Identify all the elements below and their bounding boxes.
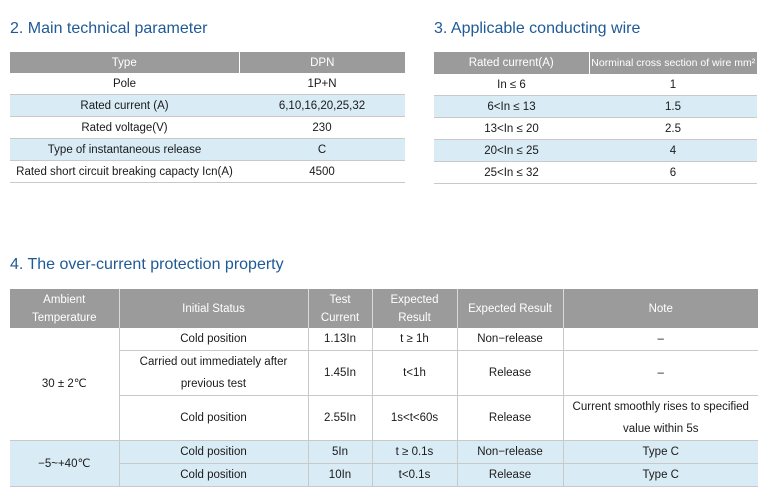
column-header-dpn: DPN bbox=[239, 52, 405, 73]
cell-text: previous test bbox=[180, 378, 247, 390]
table-cell: 6 bbox=[589, 162, 757, 184]
column-header-type: Type bbox=[10, 52, 239, 73]
table-cell: 6,10,16,20,25,32 bbox=[239, 95, 405, 117]
table-cell: 1.5 bbox=[589, 96, 757, 118]
table-row bbox=[434, 74, 757, 96]
table-cell: – bbox=[563, 351, 758, 396]
table-cell: 25<In ≤ 32 bbox=[434, 162, 589, 184]
table-cell: 2.55In bbox=[308, 396, 372, 441]
table-cell: Type C bbox=[563, 464, 758, 487]
table-row bbox=[10, 351, 758, 396]
table-cell: Non−release bbox=[457, 328, 563, 351]
column-header-note: Note bbox=[563, 289, 758, 328]
table-cell bbox=[119, 351, 308, 396]
table-row bbox=[10, 396, 758, 441]
table-cell: Release bbox=[457, 396, 563, 441]
table-cell: 2.5 bbox=[589, 118, 757, 140]
table-cell: Type of instantaneous release bbox=[10, 139, 239, 161]
table-cell: Cold position bbox=[119, 396, 308, 441]
header-text: Ambient bbox=[43, 293, 86, 306]
table-cell: 1.13In bbox=[308, 328, 372, 351]
table-cell: Pole bbox=[10, 73, 239, 95]
cell-text: Carried out immediately after bbox=[139, 356, 288, 368]
wire-title: 3. Applicable conducting wire bbox=[434, 20, 641, 37]
table-cell: 230 bbox=[239, 117, 405, 139]
wire-table bbox=[434, 52, 757, 184]
table-cell: C bbox=[239, 139, 405, 161]
table-header-row bbox=[10, 52, 405, 73]
table-cell: 1 bbox=[589, 74, 757, 96]
table-cell: – bbox=[563, 328, 758, 351]
table-cell: Release bbox=[457, 351, 563, 396]
table-row bbox=[10, 441, 758, 464]
table-cell: In ≤ 6 bbox=[434, 74, 589, 96]
table-cell: Release bbox=[457, 464, 563, 487]
table-header-row bbox=[434, 52, 757, 74]
table-row bbox=[434, 140, 757, 162]
table-cell: t<0.1s bbox=[372, 464, 457, 487]
main-param-table bbox=[10, 52, 405, 183]
table-row bbox=[10, 328, 758, 351]
table-cell: Rated current (A) bbox=[10, 95, 239, 117]
protection-title: 4. The over-current protection property bbox=[10, 256, 284, 273]
table-cell: 10In bbox=[308, 464, 372, 487]
table-cell: t<1h bbox=[372, 351, 457, 396]
main-param-title: 2. Main technical parameter bbox=[10, 20, 208, 37]
table-cell: 13<In ≤ 20 bbox=[434, 118, 589, 140]
temperature-cell: 30 ± 2℃ bbox=[10, 328, 119, 441]
table-cell bbox=[563, 396, 758, 441]
table-cell: 6<In ≤ 13 bbox=[434, 96, 589, 118]
table-cell: t ≥ 1h bbox=[372, 328, 457, 351]
table-row bbox=[434, 162, 757, 184]
table-cell: Cold position bbox=[119, 441, 308, 464]
column-header-rated-current: Rated current(A) bbox=[434, 52, 589, 74]
table-cell: 5In bbox=[308, 441, 372, 464]
protection-table bbox=[10, 289, 758, 487]
column-header-ambient-temperature bbox=[10, 289, 119, 328]
table-row bbox=[434, 96, 757, 118]
table-row bbox=[10, 139, 405, 161]
table-cell: Type C bbox=[563, 441, 758, 464]
table-row bbox=[10, 73, 405, 95]
cell-text: Current smoothly rises to specified bbox=[572, 401, 749, 413]
column-header-initial-status: Initial Status bbox=[119, 289, 308, 328]
header-text: Result bbox=[398, 311, 431, 324]
temperature-cell: −5~+40℃ bbox=[10, 441, 119, 487]
table-cell: 1P+N bbox=[239, 73, 405, 95]
table-cell: Cold position bbox=[119, 328, 308, 351]
table-row bbox=[10, 464, 758, 487]
table-row bbox=[434, 118, 757, 140]
table-cell: 1s<t<60s bbox=[372, 396, 457, 441]
table-row bbox=[10, 95, 405, 117]
cell-text: value within 5s bbox=[623, 423, 699, 435]
table-cell: Rated voltage(V) bbox=[10, 117, 239, 139]
header-text: Test bbox=[329, 293, 351, 306]
table-header-row bbox=[10, 289, 758, 328]
table-cell: Cold position bbox=[119, 464, 308, 487]
header-text: Temperature bbox=[31, 311, 97, 324]
table-row bbox=[10, 161, 405, 183]
column-header-expected bbox=[372, 289, 457, 328]
table-cell: 4500 bbox=[239, 161, 405, 183]
column-header-test-current bbox=[308, 289, 372, 328]
column-header-cross-section: Norminal cross section of wire mm² bbox=[589, 52, 757, 74]
table-cell: 4 bbox=[589, 140, 757, 162]
table-row bbox=[10, 117, 405, 139]
column-header-expected-result: Expected Result bbox=[457, 289, 563, 328]
table-cell: 20<In ≤ 25 bbox=[434, 140, 589, 162]
table-cell: t ≥ 0.1s bbox=[372, 441, 457, 464]
table-cell: Non−release bbox=[457, 441, 563, 464]
table-cell: 1.45In bbox=[308, 351, 372, 396]
header-text: Expected bbox=[390, 293, 439, 306]
table-cell: Rated short circuit breaking capacty Icn(A) bbox=[10, 161, 239, 183]
header-text: Current bbox=[320, 311, 360, 324]
